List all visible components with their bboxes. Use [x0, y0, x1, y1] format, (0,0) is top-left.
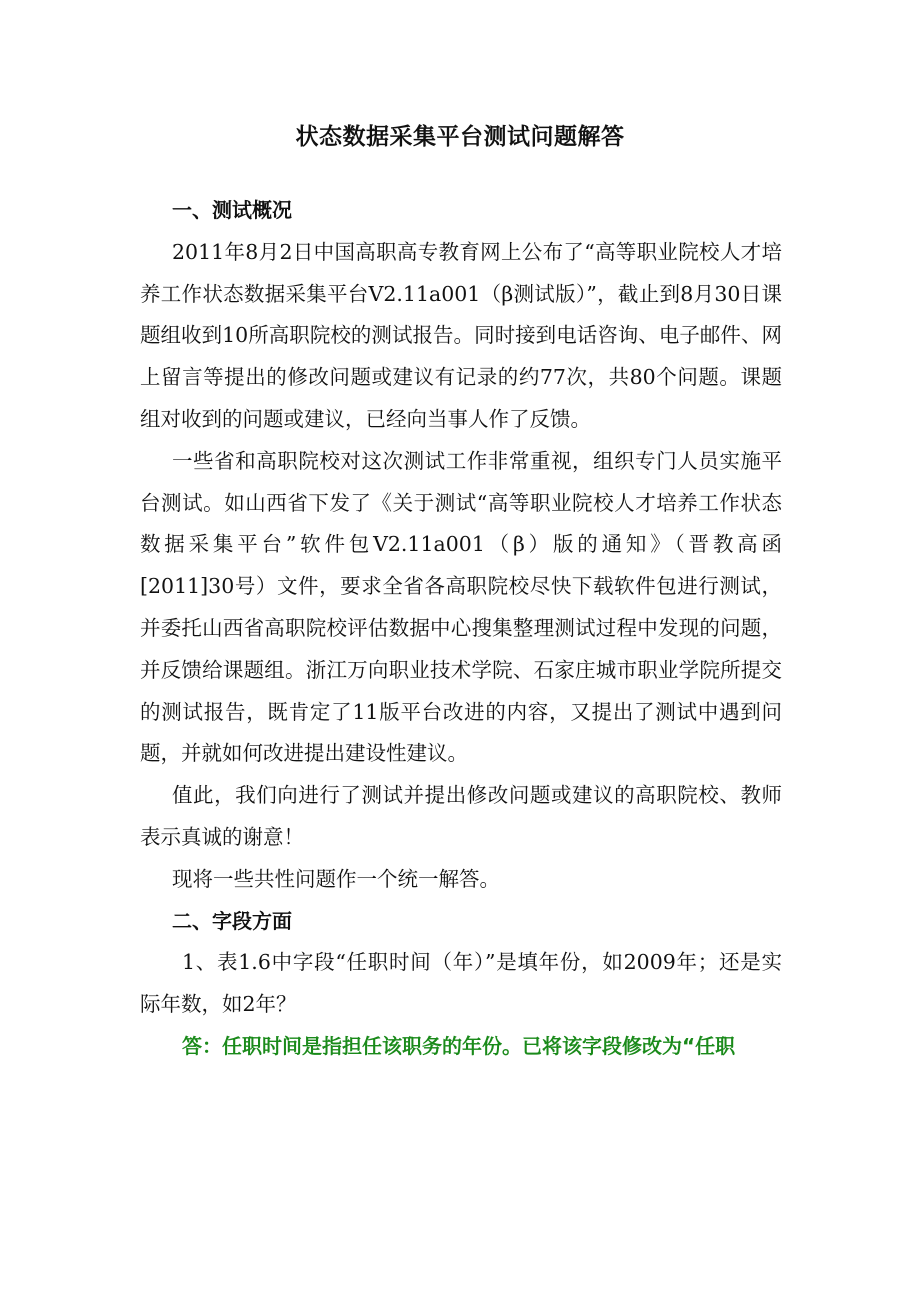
section-heading-fields: 二、字段方面: [172, 908, 292, 933]
document-title: 状态数据采集平台测试问题解答: [295, 124, 625, 150]
paragraph-overview: 2011年8月2日中国高职高专教育网上公布了“高等职业院校人才培养工作状态数据采集平台V2.11a001（β测试版）”，截止到8月30日课题组收到10所高职院校的测试报告。同时接到电话咨询、电子邮件、网上留言等提出的修改问题或建议有记录的约77次，共80个问题。课题组对收到的问题或建议，已经向当事人作了反馈。: [140, 239, 782, 431]
answer-1: 答：任职时间是指担任该职务的年份。已将该字段修改为“任职: [182, 1033, 736, 1058]
paragraph-provinces: 一些省和高职院校对这次测试工作非常重视，组织专门人员实施平台测试。如山西省下发了《关于测试“高等职业院校人才培养工作状态数据采集平台”软件包V2.11a001（β）版的通知》（晋教高函[2011]30号）文件，要求全省各高职院校尽快下载软件包进行测试，并委托山西省高职院校评估数据中心搜集整理测试过程中发现的问题，并反馈给课题组。浙江万向职业技术学院、石家庄城市职业学院所提交的测试报告，既肯定了11版平台改进的内容，又提出了测试中遇到问题，并就如何改进提出建设性建议。: [140, 448, 782, 766]
document-body: [140, 190, 782, 1068]
paragraph-intro-answers: 现将一些共性问题作一个统一解答。: [172, 866, 500, 891]
paragraph-thanks: 值此，我们向进行了测试并提出修改问题或建议的高职院校、教师表示真诚的谢意！: [140, 783, 782, 849]
section-heading-overview: 一、测试概况: [172, 198, 292, 222]
question-1: 1、表1.6中字段“任职时间（年）”是填年份，如2009年；还是实际年数，如2年？: [140, 950, 782, 1017]
